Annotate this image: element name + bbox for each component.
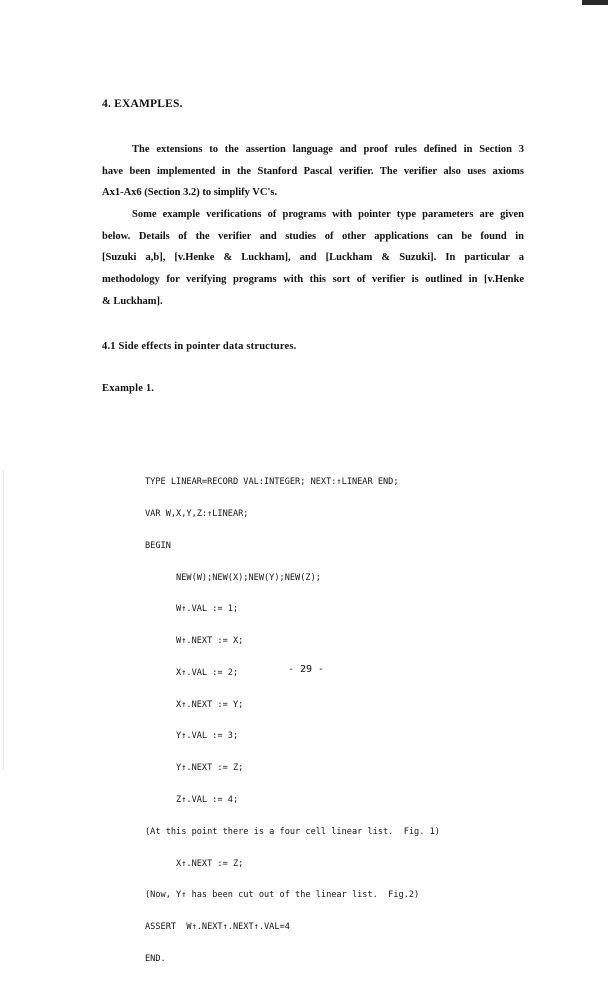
code-line: ASSERT W↑.NEXT↑.NEXT↑.VAL=4 (145, 922, 290, 933)
code-line: Y↑.VAL := 3; (145, 731, 239, 742)
code-line: VAR W,X,Y,Z:↑LINEAR; (145, 508, 249, 519)
code-line: TYPE LINEAR=RECORD VAL:INTEGER; NEXT:↑LINEAR END; (145, 477, 399, 488)
paragraph-2-line: & Luckham]. (102, 295, 163, 307)
code-line: X↑.NEXT := Y; (145, 699, 244, 710)
code-line: NEW(W);NEW(X);NEW(Y);NEW(Z); (145, 572, 321, 583)
code-line: END. (145, 953, 166, 964)
paragraph-2 (102, 204, 524, 312)
paragraph-1-line: have been implemented in the Stanford Pascal verifier. The verifier also uses axioms (102, 165, 524, 177)
paragraph-1-line: Ax1-Ax6 (Section 3.2) to simplify VC's. (102, 187, 278, 199)
code-line: X↑.NEXT := Z; (145, 858, 244, 869)
paragraph-2-line: below. Details of the verifier and studies of other applications can be found in (102, 230, 524, 242)
code-line: X↑.VAL := 2; (145, 667, 239, 678)
paragraph-2-line: Some example verifications of programs with pointer type parameters are given (132, 209, 524, 220)
code-listing (145, 456, 440, 986)
subsection-heading: 4.1 Side effects in pointer data structures. (102, 341, 297, 352)
paragraph-2-line: methodology for verifying programs with this sort of verifier is outlined in [v.Henke (102, 274, 524, 286)
example-heading: Example 1. (102, 383, 155, 394)
code-comment: (At this point there is a four cell linear list. Fig. 1) (145, 826, 440, 837)
code-line: W↑.NEXT := X; (145, 636, 244, 647)
page-number: - 29 - (287, 664, 325, 675)
paragraph-1-line: The extensions to the assertion language and proof rules defined in Section 3 (132, 144, 524, 155)
code-line: Z↑.VAL := 4; (145, 795, 239, 805)
code-line: Y↑.NEXT := Z; (145, 763, 244, 774)
scan-corner-mark (582, 0, 608, 5)
scan-edge-line (3, 470, 4, 770)
code-comment: (Now, Y↑ has been cut out of the linear list. Fig.2) (145, 890, 420, 901)
paragraph-1 (102, 139, 524, 204)
paragraph-2-line: [Suzuki a,b], [v.Henke & Luckham], and [Luckham & Suzuki]. In particular a (102, 252, 524, 264)
code-line: W↑.VAL := 1; (145, 604, 239, 615)
code-line: BEGIN (145, 540, 171, 551)
section-heading: 4. EXAMPLES. (102, 98, 183, 110)
